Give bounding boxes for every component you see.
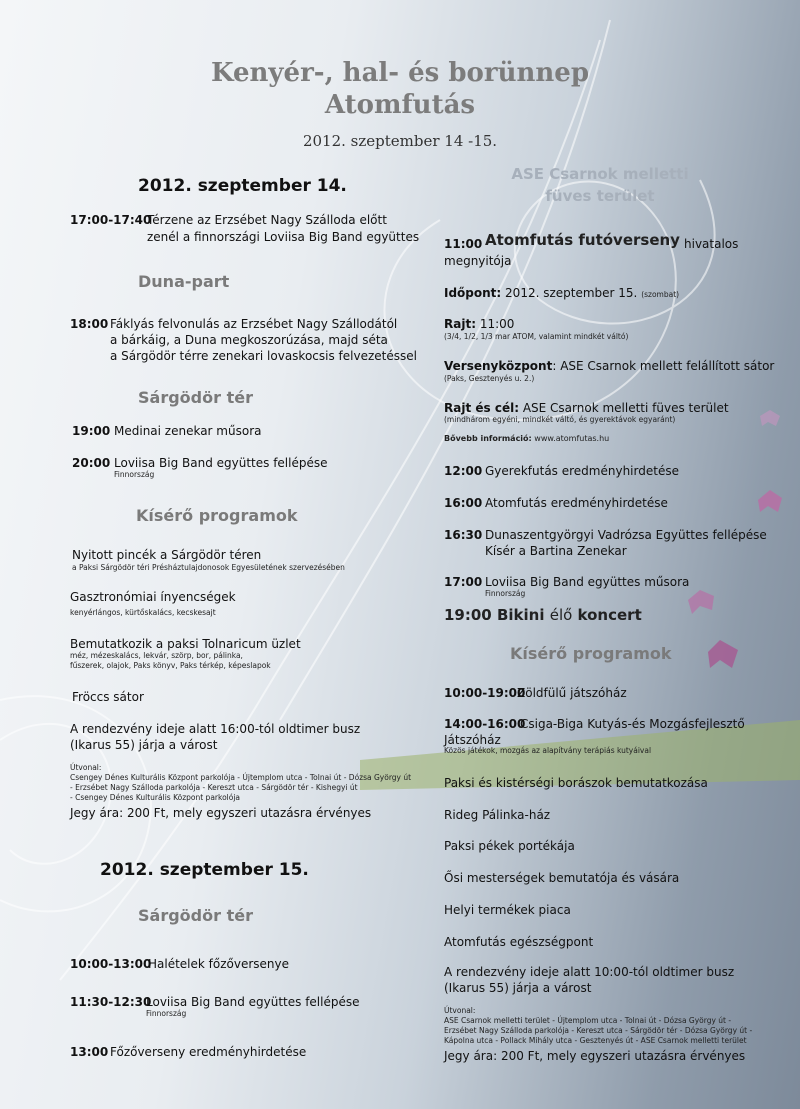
label: Bővebb információ: bbox=[444, 434, 532, 443]
route-line: ASE Csarnok melletti terület - Újtemplom utca - Tolnai út - Dózsa György út - bbox=[444, 1016, 732, 1025]
program-text: Fröccs sátor bbox=[72, 690, 144, 704]
schedule-item bbox=[70, 1044, 108, 1060]
event-text: Loviisa Big Band együttes fellépése bbox=[114, 456, 328, 470]
time: 16:30 bbox=[444, 528, 483, 542]
time: 17:00-17:40 bbox=[70, 213, 152, 227]
value: : ASE Csarnok mellett felállított sátor bbox=[552, 359, 775, 373]
extra: (szombat) bbox=[641, 290, 680, 299]
time: 19:00 bbox=[444, 606, 492, 624]
event-note: Finnország bbox=[114, 470, 155, 479]
schedule-item bbox=[444, 527, 482, 543]
event-text: zenél a finnországi Loviisa Big Band együttes bbox=[147, 230, 420, 244]
rajtcel-row bbox=[444, 400, 729, 416]
concert: koncert bbox=[577, 606, 642, 624]
event-text: Loviisa Big Band együttes fellépése bbox=[146, 995, 360, 1009]
event-text: a Sárgödör térre zenekari lovaskocsis felvezetéssel bbox=[110, 349, 417, 363]
event-text: Kísér a Bartina Zenekar bbox=[485, 544, 627, 558]
schedule-item bbox=[444, 463, 482, 479]
bus-info: (Ikarus 55) járja a várost bbox=[70, 738, 218, 752]
schedule-item bbox=[72, 455, 110, 471]
program-text: Gasztronómiai ínyencségek bbox=[70, 590, 236, 604]
section-heading-duna: Duna-part bbox=[138, 272, 230, 291]
program-note: méz, mézeskalács, lekvár, szörp, bor, pálinka, bbox=[70, 651, 243, 660]
rajt-row bbox=[444, 316, 514, 332]
route-line: Erzsébet Nagy Szálloda parkolója - Kereszt utca - Sárgödör tér - Dózsa György út - bbox=[444, 1026, 753, 1035]
poster-title: Kenyér-, hal- és borünnep bbox=[210, 58, 590, 88]
event-text: a bárkáig, a Duna megkoszorúzása, majd séta bbox=[110, 333, 388, 347]
atomfutas-title: Atomfutás futóverseny bbox=[485, 231, 680, 249]
event-text: Játszóház bbox=[444, 733, 501, 747]
schedule-item bbox=[444, 574, 482, 590]
time: 10:00-19:00 bbox=[444, 686, 526, 700]
event-text: Csiga-Biga Kutyás-és Mozgásfejlesztő bbox=[520, 717, 745, 731]
bikini-concert bbox=[444, 606, 642, 624]
time: 11:30-12:30 bbox=[70, 995, 152, 1009]
event-text: Fáklyás felvonulás az Erzsébet Nagy Szállodától bbox=[110, 317, 398, 331]
schedule-item bbox=[444, 716, 525, 732]
event-text: megnyitója bbox=[444, 254, 512, 268]
bus-info: A rendezvény ideje alatt 10:00-tól oldtimer busz bbox=[444, 965, 735, 979]
program-text: Atomfutás egészségpont bbox=[444, 935, 594, 949]
schedule-item bbox=[70, 994, 151, 1010]
time: 17:00 bbox=[444, 575, 483, 589]
schedule-item bbox=[70, 956, 151, 972]
time: 12:00 bbox=[444, 464, 483, 478]
program-note: a Paksi Sárgödör téri Présháztulajdonosok Egyesületének szervezésében bbox=[72, 563, 345, 572]
time: 13:00 bbox=[70, 1045, 109, 1059]
program-text: Helyi termékek piaca bbox=[444, 903, 571, 917]
label: Versenyközpont bbox=[444, 359, 553, 373]
event-text: Dunaszentgyörgyi Vadrózsa Együttes fellépése bbox=[485, 528, 767, 542]
label: Időpont: bbox=[444, 286, 502, 300]
time: 11:00 bbox=[444, 237, 483, 251]
program-text: Paksi és kistérségi borászok bemutatkozása bbox=[444, 776, 708, 790]
section-heading-sargodor2: Sárgödör tér bbox=[138, 906, 253, 925]
program-text: Paksi pékek portékája bbox=[444, 839, 575, 853]
route-label: Útvonal: bbox=[70, 763, 102, 772]
schedule-item bbox=[444, 495, 482, 511]
route-line: Csengey Dénes Kulturális Központ parkolója - Újtemplom utca - Tolnai út - Dózsa György út bbox=[70, 773, 412, 782]
day1-heading: 2012. szeptember 14. bbox=[138, 176, 347, 196]
time: 20:00 bbox=[72, 456, 111, 470]
program-text: Ősi mesterségek bemutatója és vására bbox=[444, 871, 680, 885]
program-text: Bemutatkozik a paksi Tolnaricum üzlet bbox=[70, 637, 301, 651]
idopont-row bbox=[444, 285, 679, 301]
section-heading-kisero: Kísérő programok bbox=[136, 506, 298, 525]
event-text: Halételek főzőversenye bbox=[148, 957, 290, 971]
schedule-item bbox=[70, 212, 151, 228]
website-link[interactable]: www.atomfutas.hu bbox=[534, 434, 610, 443]
event-note: Finnország bbox=[146, 1009, 187, 1018]
program-text: Nyitott pincék a Sárgödör téren bbox=[72, 548, 262, 562]
event-text: hivatalos bbox=[684, 237, 739, 251]
schedule-item bbox=[70, 316, 108, 332]
time: 16:00 bbox=[444, 496, 483, 510]
section-heading-sargodor: Sárgödör tér bbox=[138, 388, 253, 407]
value: ASE Csarnok melletti füves terület bbox=[522, 401, 729, 415]
event-note: Finnország bbox=[485, 589, 526, 598]
route-line: - Csengey Dénes Kulturális Központ parkolója bbox=[70, 793, 241, 802]
event-text: Főzőverseny eredményhirdetése bbox=[110, 1045, 307, 1059]
info-row bbox=[444, 434, 609, 444]
event-text: Loviisa Big Band együttes műsora bbox=[485, 575, 690, 589]
section-heading-ase: ASE Csarnok melletti bbox=[511, 165, 689, 183]
schedule-item bbox=[444, 685, 525, 701]
schedule-item bbox=[72, 423, 110, 439]
value: 2012. szeptember 15. bbox=[505, 286, 638, 300]
poster-subtitle: Atomfutás bbox=[324, 90, 476, 120]
event-text: Térzene az Erzsébet Nagy Szálloda előtt bbox=[147, 213, 387, 227]
section-heading-ase: füves terület bbox=[545, 187, 655, 205]
bus-info: A rendezvény ideje alatt 16:00-tól oldtimer busz bbox=[70, 722, 361, 736]
event-text: Zöldfülű játszóház bbox=[517, 686, 627, 700]
schedule-item bbox=[444, 236, 482, 252]
ticket-price: Jegy ára: 200 Ft, mely egyszeri utazásra érvényes bbox=[70, 806, 372, 820]
event-text: Medinai zenekar műsora bbox=[114, 424, 262, 438]
route-line: - Erzsébet Nagy Szálloda parkolója - Kereszt utca - Sárgödör tér - Kishegyi út bbox=[70, 783, 358, 792]
live: élő bbox=[549, 606, 573, 624]
section-heading-kisero-right: Kísérő programok bbox=[510, 644, 672, 663]
event-text: Atomfutás eredményhirdetése bbox=[485, 496, 668, 510]
route-line: Kápolna utca - Pollack Mihály utca - Gesztenyés út - ASE Csarnok melletti terület bbox=[444, 1036, 747, 1045]
route-label: Útvonal: bbox=[444, 1006, 476, 1015]
bus-info: (Ikarus 55) járja a várost bbox=[444, 981, 592, 995]
label: Rajt és cél: bbox=[444, 401, 519, 415]
event-note: Közös játékok, mozgás az alapítvány terápiás kutyáival bbox=[444, 746, 652, 755]
program-text: Rideg Pálinka-ház bbox=[444, 808, 551, 822]
rajtcel-note: (mindhárom egyéni, mindkét váltó, és gyerektávok egyaránt) bbox=[444, 415, 676, 424]
day2-heading: 2012. szeptember 15. bbox=[100, 860, 309, 880]
ticket-price: Jegy ára: 200 Ft, mely egyszeri utazásra érvényes bbox=[444, 1049, 746, 1063]
versenykozpont-row bbox=[444, 358, 774, 374]
rajt-note: (3/4, 1/2, 1/3 mar ATOM, valamint mindkét váltó) bbox=[444, 332, 629, 341]
time: 18:00 bbox=[70, 317, 109, 331]
program-note: fűszerek, olajok, Paks könyv, Paks térkép, képeslapok bbox=[70, 661, 271, 670]
event-text: Gyerekfutás eredményhirdetése bbox=[485, 464, 679, 478]
program-note: kenyérlángos, kürtőskalács, kecskesajt bbox=[70, 608, 216, 617]
band: Bikini bbox=[496, 606, 545, 624]
label: Rajt: bbox=[444, 317, 476, 331]
time: 19:00 bbox=[72, 424, 111, 438]
value: 11:00 bbox=[479, 317, 515, 331]
time: 10:00-13:00 bbox=[70, 957, 152, 971]
event-dates: 2012. szeptember 14 -15. bbox=[302, 132, 498, 150]
versenykozpont-note: (Paks, Gesztenyés u. 2.) bbox=[444, 374, 535, 383]
time: 14:00-16:00 bbox=[444, 717, 526, 731]
